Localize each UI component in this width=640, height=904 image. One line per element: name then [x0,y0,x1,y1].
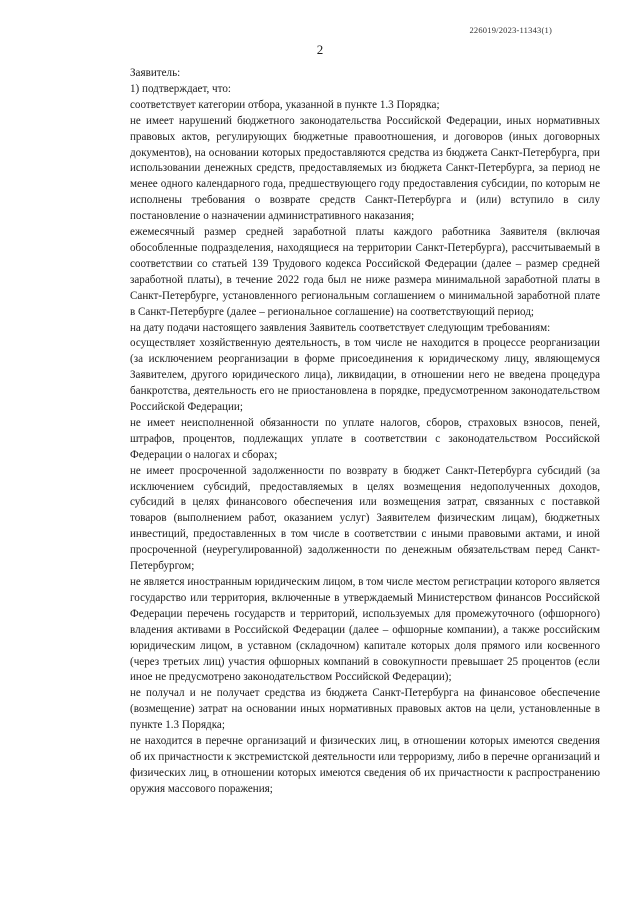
paragraph-not-foreign-entity: не является иностранным юридическим лицом, в том числе местом регистрации которого является государство или территория, включенные в утверждаемый Министерством финансов Российской Федерации перечень государств и территорий, используемых для промежуточного (офшорного) владения активами в Российской Федерации (далее – офшорные компании), а также российским юридическим лицом, в уставном (складочном) капитале которых доля прямого или косвенного (через третьих лиц) участия офшорных компаний в совокупности превышает 25 процентов (если иное не предусмотрено законодательством Российской Федерации); [130,576,600,684]
paragraph-requirements-intro: на дату подачи настоящего заявления Заявитель соответствует следующим требованиям: [130,321,551,334]
document-registration-number: 226019/2023-11343(1) [469,25,552,35]
paragraph-business-activity: осуществляет хозяйственную деятельность, в том числе не находится в процессе реорганизации (за исключением реорганизации в форме присоединения к юридическому лицу, являющемуся Заявителем, другого юридического лица), ликвидации, в отношении него не введена процедура банкротства, деятельность его не приостановлена в порядке, предусмотренном законодательством Российской Федерации; [130,337,600,414]
document-body [130,66,600,798]
paragraph-no-overdue-debt: не имеет просроченной задолженности по возврату в бюджет Санкт-Петербурга субсидий (за исключением субсидий, предоставляемых в целях возмещения недополученных доходов, субсидий в целях финансового обеспечения или возмещения затрат, связанных с поставкой товаров (выполнением работ, оказанием услуг) Заявителем физическим лицам), бюджетных инвестиций, предоставленных в том числе в соответствии с иными правовыми актами, и иной просроченной (неурегулированной) задолженности по денежным обязательствам перед Санкт-Петербургом; [130,464,600,573]
paragraph-category: соответствует категории отбора, указанной в пункте 1.3 Порядка; [130,98,440,111]
paragraph-no-other-funds: не получал и не получает средства из бюджета Санкт-Петербурга на финансовое обеспечение (возмещение) затрат на основании иных нормативных правовых актов на цели, установленные в пункте 1.3 Порядка; [130,687,600,732]
paragraph-not-in-extremism-list: не находится в перечне организаций и физических лиц, в отношении которых имеются сведения об их причастности к экстремистской деятельности или терроризму, либо в перечне организаций и физических лиц, в отношении которых имеются сведения об их причастности к распространению оружия массового поражения; [130,735,600,795]
paragraph-no-tax-debt: не имеет неисполненной обязанности по уплате налогов, сборов, страховых взносов, пеней, штрафов, процентов, подлежащих уплате в соответствии с законодательством Российской Федерации о налогах и сборах; [130,416,600,461]
page-number: 2 [316,42,324,57]
paragraph-average-salary: ежемесячный размер средней заработной платы каждого работника Заявителя (включая обособленные подразделения, находящиеся на территории Санкт-Петербурга), рассчитываемый в соответствии со статьей 139 Трудового кодекса Российской Федерации (далее – размер средней заработной платы), в течение 2022 года был не ниже размера минимальной заработной платы в Санкт-Петербурге, установленного региональным соглашением о минимальной заработной плате в Санкт-Петербурге (далее – региональное соглашение) на соответствующий период; [130,226,600,318]
paragraph-confirms: 1) подтверждает, что: [130,82,231,95]
paragraph-no-violations: не имеет нарушений бюджетного законодательства Российской Федерации, иных нормативных правовых актов, регулирующих бюджетные правоотношения, и договоров (иных договорных документов), на основании которых предоставляются средства из бюджета Санкт-Петербурга, при использовании денежных средств, предоставляемых из бюджета Санкт-Петербурга, за период не менее одного календарного года, предшествующего году предоставления субсидии, по которым не исполнены требования о возврате средств Санкт-Петербурга и (или) вступило в силу постановление о назначении административного наказания; [130,114,600,223]
paragraph-applicant-heading: Заявитель: [130,67,181,79]
